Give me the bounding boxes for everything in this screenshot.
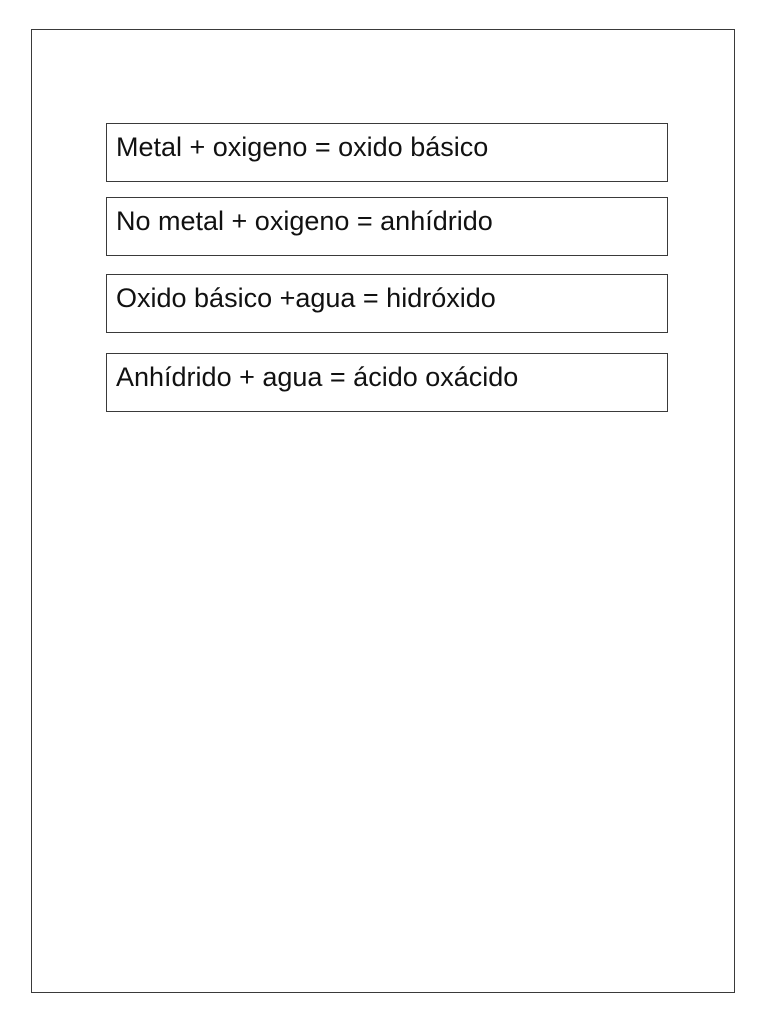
- document-page: [31, 29, 735, 993]
- statement-text: Oxido básico +agua = hidróxido: [116, 283, 496, 313]
- statement-text: Anhídrido + agua = ácido oxácido: [116, 362, 519, 392]
- text-box-anhidrido-agua[interactable]: [106, 353, 668, 412]
- statement-text: No metal + oxigeno = anhídrido: [116, 206, 493, 236]
- text-box-metal-oxigeno[interactable]: [106, 123, 668, 182]
- text-box-oxido-agua[interactable]: [106, 274, 668, 333]
- text-box-no-metal-oxigeno[interactable]: [106, 197, 668, 256]
- statement-text: Metal + oxigeno = oxido básico: [116, 132, 489, 162]
